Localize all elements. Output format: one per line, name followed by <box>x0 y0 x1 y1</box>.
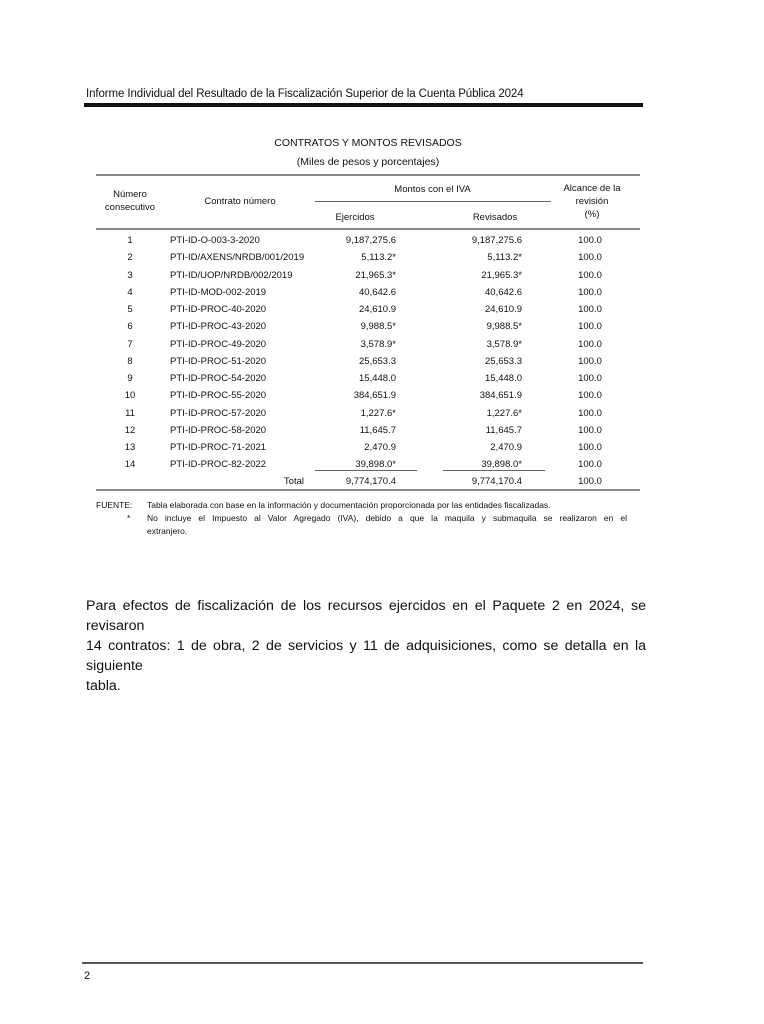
row-contract-id: PTI-ID/AXENS/NRDB/001/2019 <box>170 252 305 264</box>
row-revisados: 384,651.9 <box>479 390 522 402</box>
col-header-numero <box>96 188 164 214</box>
col-header-ejercidos: Ejercidos <box>335 212 375 223</box>
montos-group-rule <box>315 201 551 202</box>
row-number: 12 <box>124 424 136 436</box>
row-ejercidos: 9,988.5* <box>360 321 396 333</box>
col-header-numero-line1: Número <box>113 189 147 200</box>
header-rule <box>84 103 643 107</box>
row-ejercidos: 9,187,275.6 <box>345 235 396 246</box>
row-number: 3 <box>127 269 133 281</box>
row-alcance: 100.0 <box>578 304 602 315</box>
row-alcance: 100.0 <box>578 424 602 436</box>
row-contract-id: PTI-ID-PROC-49-2020 <box>170 338 267 350</box>
row-contract-id: PTI-ID-PROC-55-2020 <box>170 390 267 402</box>
row-ejercidos: 25,653.3 <box>359 355 396 367</box>
row-alcance: 100.0 <box>578 373 602 384</box>
page-number: 2 <box>84 970 91 982</box>
row-revisados: 24,610.9 <box>485 304 522 315</box>
row-number: 9 <box>127 373 133 384</box>
row-revisados: 2,470.9 <box>490 442 522 453</box>
col-header-alcance-line3: (%) <box>584 209 600 220</box>
fuente-text: Tabla elaborada con base en la información y documentación proporcionada por las entidades fiscalizadas. <box>147 500 551 510</box>
row-number: 1 <box>127 235 133 246</box>
total-label: Total <box>283 476 304 487</box>
col-header-numero-line2: consecutivo <box>104 202 156 213</box>
revisados-subtotal-rule <box>443 470 545 471</box>
col-header-revisados: Revisados <box>472 212 518 223</box>
col-header-alcance <box>556 182 628 221</box>
row-contract-id: PTI-ID-PROC-82-2022 <box>170 459 267 471</box>
row-ejercidos: 5,113.2* <box>361 252 396 264</box>
row-revisados: 11,645.7 <box>485 424 522 436</box>
col-header-alcance-line2: revisión <box>575 196 609 207</box>
row-number: 2 <box>127 252 133 264</box>
table-title: CONTRATOS Y MONTOS REVISADOS <box>274 137 462 149</box>
row-ejercidos: 384,651.9 <box>353 390 396 402</box>
col-header-contrato: Contrato número <box>204 196 276 207</box>
row-alcance: 100.0 <box>578 355 602 367</box>
row-contract-id: PTI-ID-MOD-002-2019 <box>170 286 267 298</box>
row-number: 10 <box>124 390 136 402</box>
paragraph-line-1: Para efectos de fiscalización de los recursos ejercidos en el Paquete 2 en 2024, se revisaron <box>86 598 646 634</box>
body-paragraph <box>86 596 646 696</box>
col-header-alcance-line1: Alcance de la <box>563 183 621 194</box>
table-subtitle: (Miles de pesos y porcentajes) <box>296 156 440 168</box>
row-number: 14 <box>124 459 136 471</box>
row-revisados: 21,965.3* <box>481 269 522 281</box>
row-revisados: 9,187,275.6 <box>471 235 522 246</box>
asterisk-label: * <box>127 513 131 523</box>
row-number: 6 <box>127 321 133 333</box>
asterisk-text-line1: No incluye el Impuesto al Valor Agregado (IVA), debido a que la maquila y submaquila se realizaron en el <box>147 513 627 523</box>
row-contract-id: PTI-ID-PROC-54-2020 <box>170 373 267 384</box>
row-revisados: 5,113.2* <box>487 252 522 264</box>
row-ejercidos: 11,645.7 <box>359 424 396 436</box>
row-ejercidos: 39,898.0* <box>355 459 396 471</box>
total-alcance: 100.0 <box>578 476 602 487</box>
row-ejercidos: 21,965.3* <box>355 269 396 281</box>
row-ejercidos: 40,642.6 <box>359 286 396 298</box>
row-alcance: 100.0 <box>578 252 602 264</box>
row-contract-id: PTI-ID-PROC-43-2020 <box>170 321 267 333</box>
row-contract-id: PTI-ID-PROC-57-2020 <box>170 407 267 419</box>
row-ejercidos: 2,470.9 <box>364 442 396 453</box>
row-contract-id: PTI-ID-O-003-3-2020 <box>170 235 260 246</box>
row-alcance: 100.0 <box>578 338 602 350</box>
report-title: Informe Individual del Resultado de la Fiscalización Superior de la Cuenta Pública 2024 <box>86 88 524 100</box>
row-number: 11 <box>125 407 135 419</box>
col-header-montos-group: Montos con el IVA <box>394 184 471 195</box>
row-ejercidos: 15,448.0 <box>359 373 396 384</box>
row-number: 8 <box>127 355 133 367</box>
row-alcance: 100.0 <box>578 286 602 298</box>
row-number: 13 <box>124 442 136 453</box>
row-revisados: 3,578.9* <box>486 338 522 350</box>
row-number: 7 <box>127 338 133 350</box>
row-alcance: 100.0 <box>578 459 602 471</box>
row-ejercidos: 1,227.6* <box>360 407 396 419</box>
row-revisados: 25,653.3 <box>485 355 522 367</box>
row-alcance: 100.0 <box>578 390 602 402</box>
row-contract-id: PTI-ID-PROC-40-2020 <box>170 304 267 315</box>
row-ejercidos: 24,610.9 <box>359 304 396 315</box>
row-alcance: 100.0 <box>578 321 602 333</box>
asterisk-text-line2: extranjero. <box>147 526 188 536</box>
row-alcance: 100.0 <box>578 407 602 419</box>
row-number: 4 <box>127 286 133 298</box>
row-number: 5 <box>127 304 133 315</box>
table-bottom-rule <box>96 489 640 491</box>
total-ejercidos: 9,774,170.4 <box>345 476 396 487</box>
row-alcance: 100.0 <box>578 442 602 453</box>
row-revisados: 39,898.0* <box>481 459 522 471</box>
paragraph-line-2: 14 contratos: 1 de obra, 2 de servicios y 11 de adquisiciones, como se detalla en la siguiente <box>86 638 646 674</box>
row-alcance: 100.0 <box>578 269 602 281</box>
row-revisados: 40,642.6 <box>485 286 522 298</box>
paragraph-line-3: tabla. <box>86 678 121 694</box>
row-ejercidos: 3,578.9* <box>360 338 396 350</box>
header-bottom-rule <box>96 228 640 230</box>
row-revisados: 1,227.6* <box>486 407 522 419</box>
row-contract-id: PTI-ID-PROC-58-2020 <box>170 424 267 436</box>
footer-rule <box>82 962 643 964</box>
row-alcance: 100.0 <box>578 235 602 246</box>
row-revisados: 9,988.5* <box>486 321 522 333</box>
fuente-label: FUENTE: <box>96 500 133 510</box>
total-revisados: 9,774,170.4 <box>471 476 522 487</box>
row-contract-id: PTI-ID-PROC-71-2021 <box>170 442 267 453</box>
table-top-rule <box>96 174 640 176</box>
ejercidos-subtotal-rule <box>315 470 417 471</box>
row-contract-id: PTI-ID-PROC-51-2020 <box>170 355 267 367</box>
row-revisados: 15,448.0 <box>485 373 522 384</box>
row-contract-id: PTI-ID/UOP/NRDB/002/2019 <box>170 269 293 281</box>
